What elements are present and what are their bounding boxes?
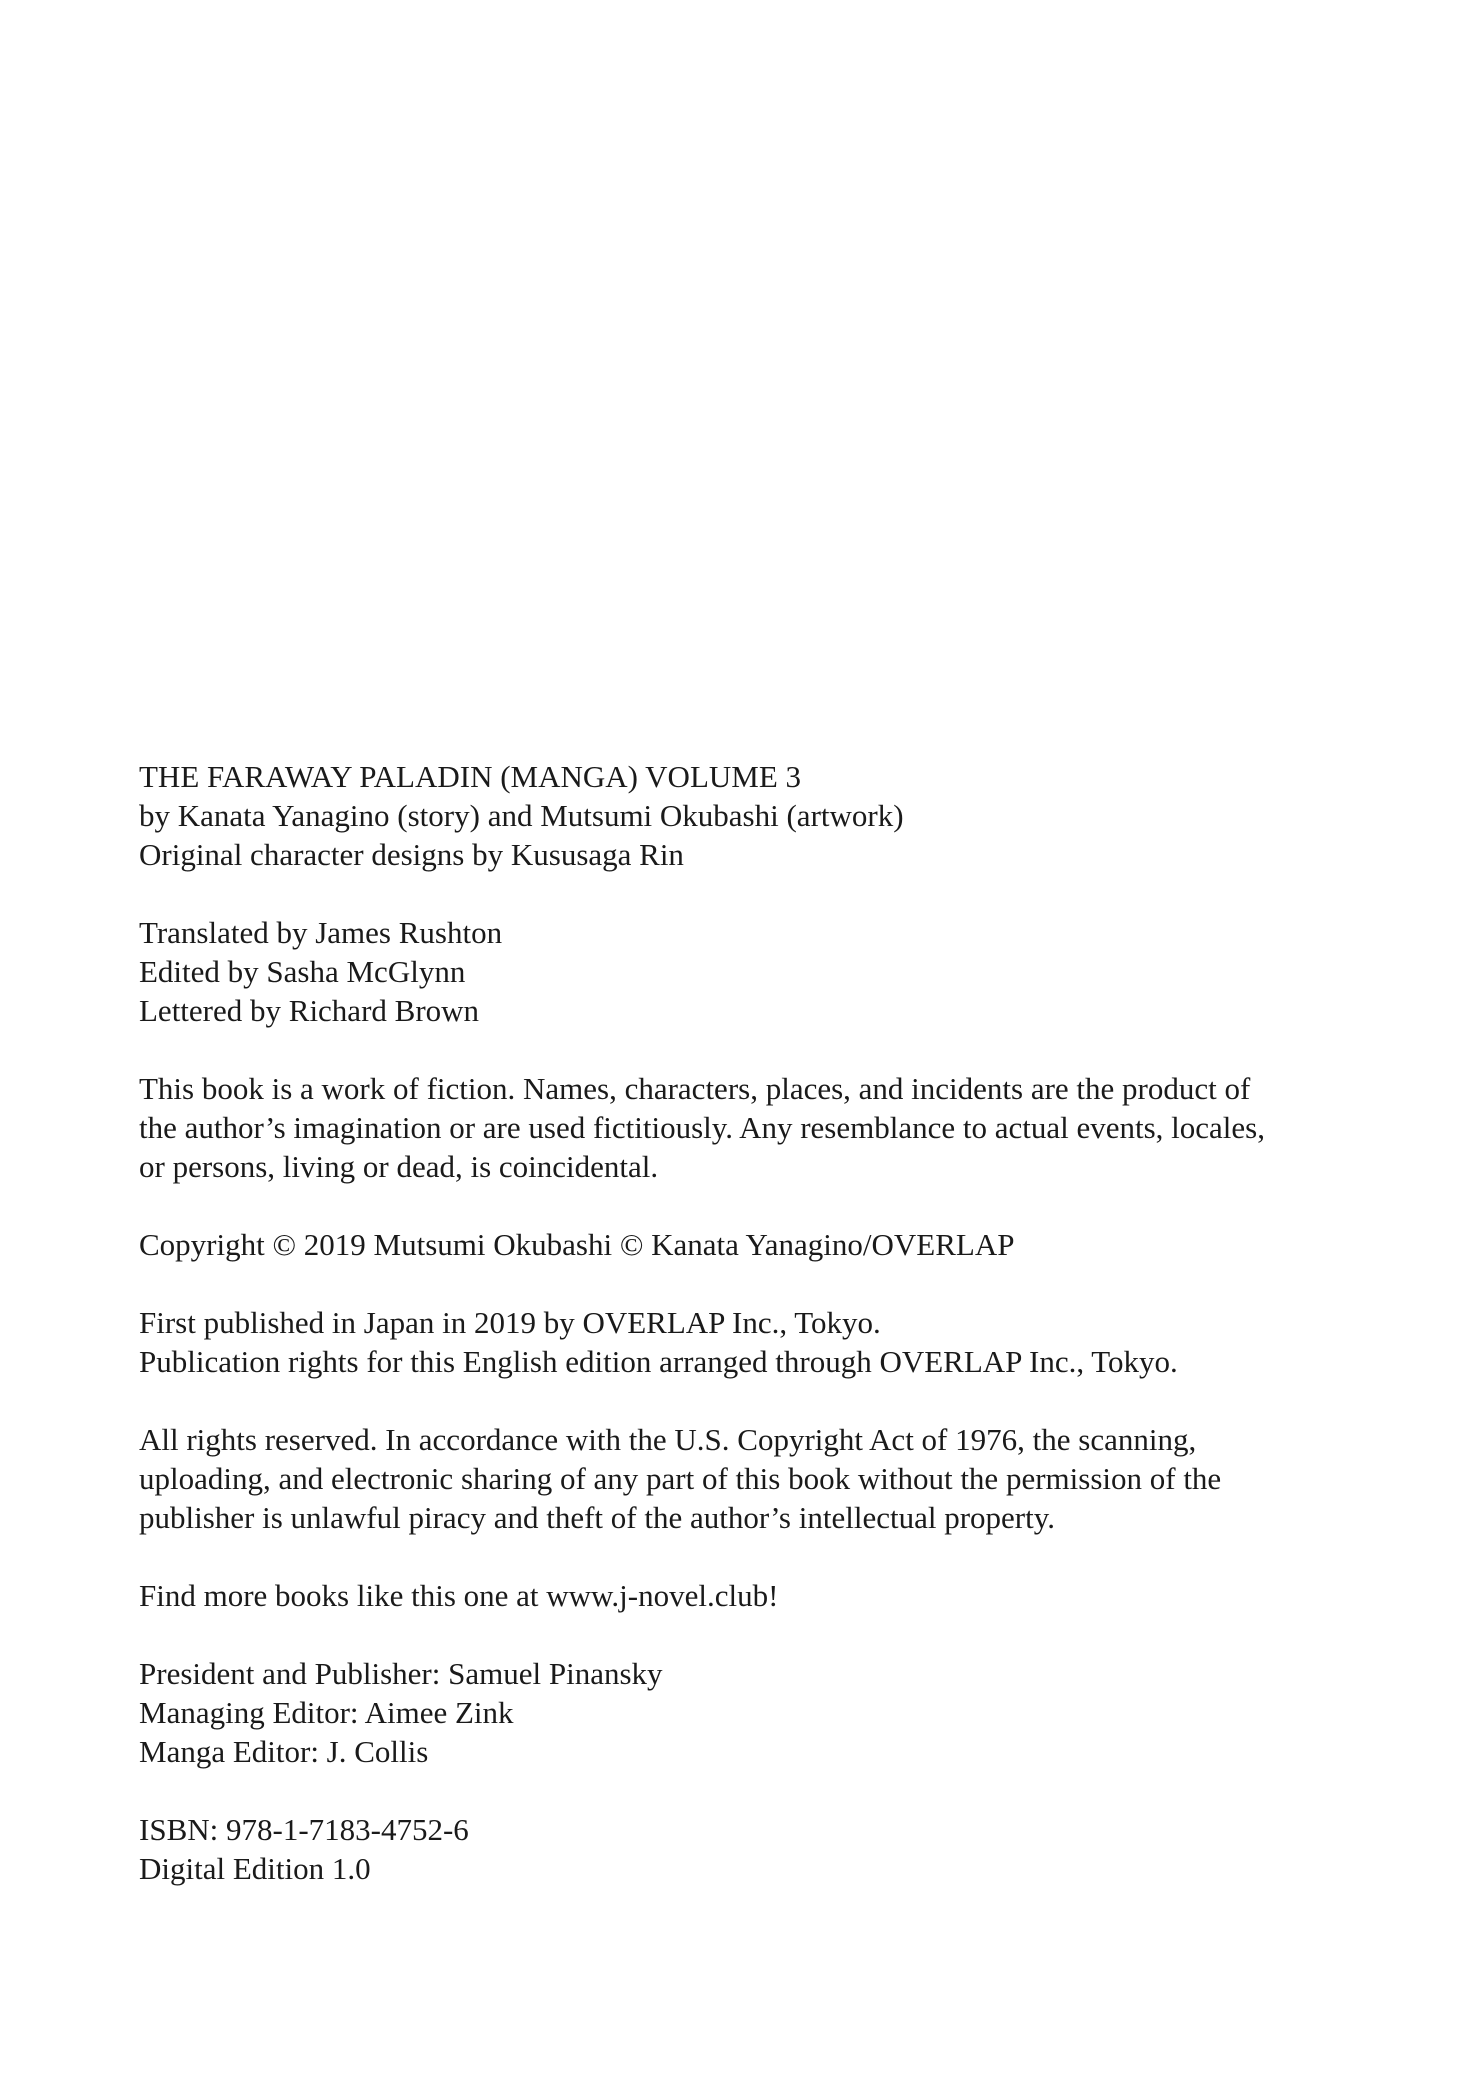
edition-version-line: Digital Edition 1.0 [139, 1851, 371, 1886]
rights-line: publisher is unlawful piracy and theft of the author’s intellectual property. [139, 1500, 1055, 1535]
disclaimer-line: or persons, living or dead, is coincidental. [139, 1149, 659, 1184]
manga-editor-line: Manga Editor: J. Collis [139, 1734, 429, 1769]
edition-block [139, 1810, 1379, 1888]
copyright-notice [139, 1225, 1379, 1264]
first-published-line: First published in Japan in 2019 by OVERLAP Inc., Tokyo. [139, 1305, 881, 1340]
rights-reserved-block [139, 1420, 1379, 1537]
rights-line: All rights reserved. In accordance with the U.S. Copyright Act of 1976, the scanning, [139, 1422, 1197, 1457]
fiction-disclaimer [139, 1069, 1379, 1186]
promo-block [139, 1576, 1379, 1615]
publisher-staff-block [139, 1654, 1379, 1771]
publication-rights-line: Publication rights for this English edition arranged through OVERLAP Inc., Tokyo. [139, 1344, 1178, 1379]
book-title: THE FARAWAY PALADIN (MANGA) VOLUME 3 [139, 759, 802, 794]
letterer-line: Lettered by Richard Brown [139, 993, 480, 1028]
disclaimer-line: the author’s imagination or are used fictitiously. Any resemblance to actual events, locales, [139, 1110, 1265, 1145]
publication-block [139, 1303, 1379, 1381]
managing-editor-line: Managing Editor: Aimee Zink [139, 1695, 514, 1730]
rights-line: uploading, and electronic sharing of any part of this book without the permission of the [139, 1461, 1222, 1496]
promo-line: Find more books like this one at www.j-novel.club! [139, 1578, 779, 1613]
translator-line: Translated by James Rushton [139, 915, 503, 950]
isbn-line: ISBN: 978-1-7183-4752-6 [139, 1812, 469, 1847]
character-designs-line: Original character designs by Kususaga Rin [139, 837, 684, 872]
staff-block [139, 913, 1379, 1030]
credits-block [139, 757, 1379, 874]
disclaimer-line: This book is a work of fiction. Names, characters, places, and incidents are the product of [139, 1071, 1251, 1106]
president-line: President and Publisher: Samuel Pinansky [139, 1656, 663, 1691]
authors-line: by Kanata Yanagino (story) and Mutsumi Okubashi (artwork) [139, 798, 904, 833]
editor-line: Edited by Sasha McGlynn [139, 954, 466, 989]
copyright-line: Copyright © 2019 Mutsumi Okubashi © Kanata Yanagino/OVERLAP [139, 1227, 1015, 1262]
colophon-text [139, 757, 1379, 1888]
